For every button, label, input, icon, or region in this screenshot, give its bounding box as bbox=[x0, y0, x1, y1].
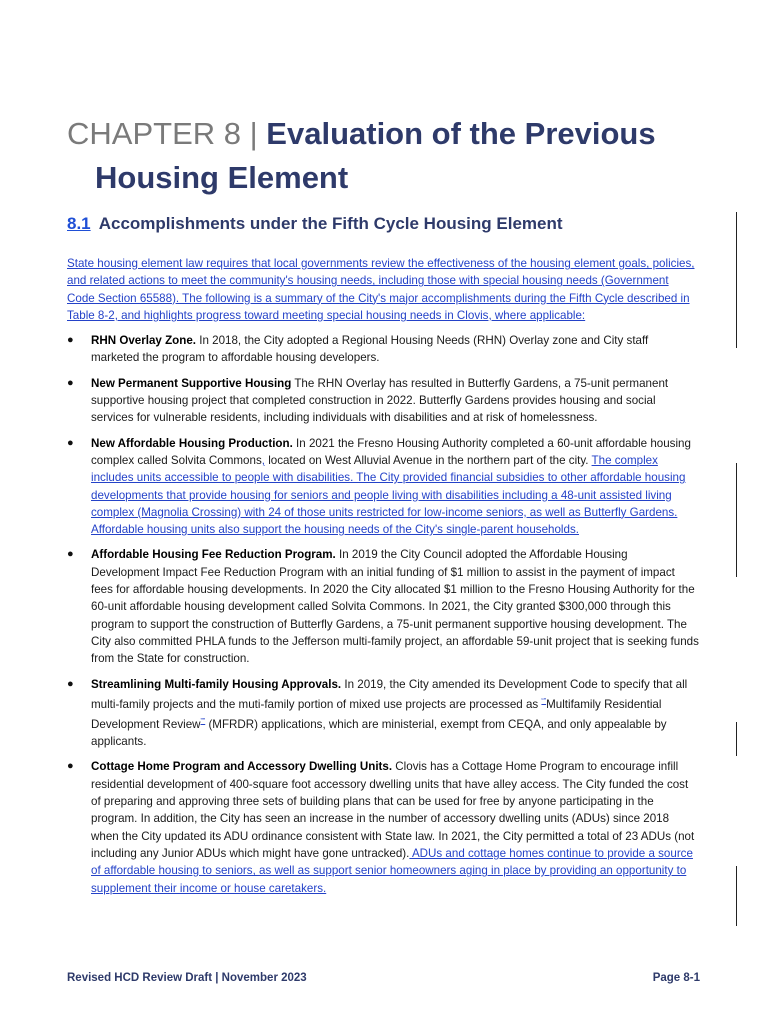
quote-mark-link[interactable]: ”” bbox=[200, 717, 206, 725]
list-item-cottage-home bbox=[67, 758, 699, 896]
item-text: Clovis has a Cottage Home Program to encourage infill residential development of 400-square foot accessory dwelling units that have alley access. The City funded the cost of preparing and approving three sets of building plans that can be used for free by anyone participating in the program. In addition, the City has seen an increase in the number of accessory dwelling units (ADUs) since 2018 when the City updated its ADU ordinance consistent with State law. In 2021, the City permitted a total of 23 ADUs (not including any Junior ADUs which might have gone untracked). bbox=[91, 760, 695, 860]
bullet-icon: ● bbox=[67, 376, 74, 389]
revision-bar bbox=[736, 463, 737, 577]
list-item-rhn-overlay bbox=[67, 332, 699, 367]
revision-bar bbox=[736, 212, 737, 348]
section-number-link[interactable]: 8.1 bbox=[67, 214, 91, 233]
chapter-title bbox=[67, 112, 717, 200]
page-number: Page 8-1 bbox=[652, 972, 700, 984]
item-lead: Cottage Home Program and Accessory Dwelling Units. bbox=[91, 760, 393, 774]
footer-left: Revised HCD Review Draft | November 2023 bbox=[67, 972, 307, 984]
list-item-fee-reduction bbox=[67, 546, 699, 667]
chapter-title-line1: Evaluation of the Previous bbox=[266, 116, 656, 151]
chapter-number: CHAPTER 8 bbox=[67, 116, 241, 151]
item-lead: RHN Overlay Zone. bbox=[91, 334, 197, 348]
item-lead: Affordable Housing Fee Reduction Program. bbox=[91, 548, 336, 562]
item-comma-link[interactable]: , bbox=[261, 453, 265, 467]
item-link-text[interactable]: ADUs and cottage homes continue to provide a source of affordable housing to seniors, as well as support senior homeowners aging in place by providing an opportunity to supplement their income or house caretakers. bbox=[91, 846, 693, 895]
item-text: In 2018, the City adopted a Regional Housing Needs (RHN) Overlay zone and City staff marketed the program to affordable housing developers. bbox=[91, 334, 649, 365]
accomplishments-list bbox=[67, 332, 699, 897]
revision-bar bbox=[736, 866, 737, 926]
list-item-streamlining bbox=[67, 676, 699, 751]
body-text bbox=[67, 255, 699, 905]
item-text: In 2019, the City amended its Development Code to specify that all multi-family projects and the muti-family portion of mixed use projects are processed as bbox=[91, 677, 688, 711]
item-text: The RHN Overlay has resulted in Butterfly Gardens, a 75-unit permanent supportive housing project that completed construction in 2022. Butterfly Gardens provides housing and social services for vulnerable residents, including individuals with disabilities and at risk of homelessness. bbox=[91, 376, 669, 425]
bullet-icon: ● bbox=[67, 548, 74, 561]
chapter-title-line2: Housing Element bbox=[95, 160, 349, 195]
list-item-supportive-housing bbox=[67, 375, 699, 427]
item-text: In 2019 the City Council adopted the Affordable Housing Development Impact Fee Reduction Program with an initial funding of $1 million to assist in the payment of impact fees for affordable housing developments. In 2020 the City allocated $1 million to the Fresno Housing Authority for the 60-unit affordable housing development called Solvita Commons. In 2021, the City granted $300,000 through this program to support the construction of Butterfly Gardens, a 75-unit permanent supportive housing development. The City also committed PHLA funds to the Jefferson multi-family project, an affordable 59-unit project that is seeking funds from the State for construction. bbox=[91, 548, 699, 666]
title-separator: | bbox=[249, 116, 258, 151]
item-text-after: located on West Alluvial Avenue in the northern part of the city. bbox=[265, 453, 592, 467]
item-lead: Streamlining Multi-family Housing Approvals. bbox=[91, 677, 342, 691]
quote-mark-link[interactable]: “” bbox=[541, 697, 547, 705]
bullet-icon: ● bbox=[67, 760, 74, 773]
item-text: In 2021 the Fresno Housing Authority completed a 60-unit affordable housing complex called Solvita Commons bbox=[91, 436, 691, 467]
list-item-affordable-production bbox=[67, 435, 699, 539]
item-lead: New Permanent Supportive Housing bbox=[91, 376, 292, 390]
section-heading bbox=[67, 214, 563, 234]
item-lead: New Affordable Housing Production. bbox=[91, 436, 293, 450]
section-title: Accomplishments under the Fifth Cycle Housing Element bbox=[98, 214, 563, 233]
intro-paragraph[interactable]: State housing element law requires that local governments review the effectiveness of the housing element goals, policies, and related actions to meet the community's housing needs, including those with special housing needs (Government Code Section 65588). The following is a summary of the City's major accomplishments during the Fifth Cycle described in Table 8-2, and highlights progress toward meeting special housing needs in Clovis, where applicable: bbox=[67, 257, 695, 322]
bullet-icon: ● bbox=[67, 334, 74, 347]
revision-bar bbox=[736, 722, 737, 756]
item-text-mid: Multifamily Residential Development Review bbox=[91, 697, 662, 731]
bullet-icon: ● bbox=[67, 677, 74, 690]
item-link-text[interactable]: The complex includes units accessible to people with disabilities. The City provided financial subsidies to other affordable housing developments that provide housing for seniors and people living with disabilities including a 48-unit assisted living complex (Magnolia Crossing) with 24 of those units restricted for low-income seniors, as well as Butterfly Gardens. Affordable housing units also support the housing needs of the City's single-parent households. bbox=[91, 453, 686, 537]
item-text-after: (MFRDR) applications, which are ministerial, exempt from CEQA, and only appealable by applicants. bbox=[91, 717, 667, 749]
bullet-icon: ● bbox=[67, 436, 74, 449]
